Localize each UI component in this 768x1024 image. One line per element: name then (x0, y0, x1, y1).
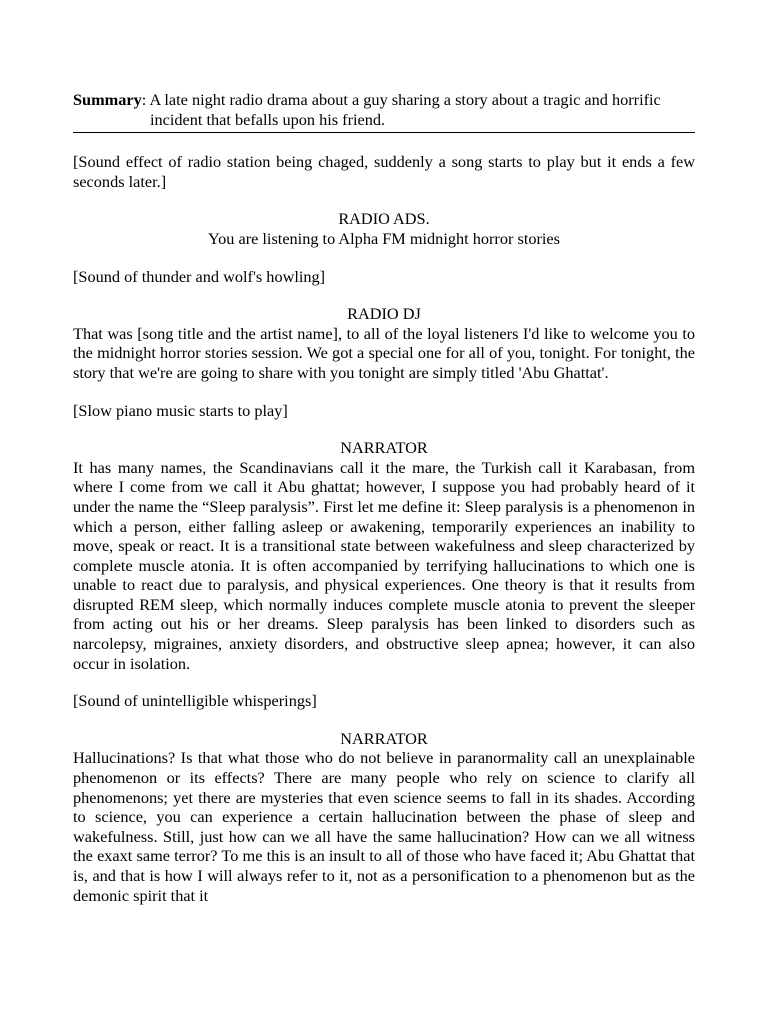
spacer (73, 383, 695, 401)
spacer (73, 673, 695, 691)
spacer (73, 420, 695, 438)
radio-dj-heading: RADIO DJ (347, 304, 421, 324)
sound-effect-cue-2: [Sound of thunder and wolf's howling] (73, 266, 326, 286)
spacer (73, 249, 695, 267)
summary-label: Summary (73, 90, 142, 109)
spacer (73, 133, 695, 152)
spacer (73, 191, 695, 209)
spacer (73, 286, 695, 304)
narrator-dialogue-2: Hallucinations? Is that what those who do not believe in paranormality call an unexplainable phenomenon or its effects? There are many people who rely on science to clarify all phenomenons; yet there are mysteries that even science seems to fall in its shades. According to science, you can experience a certain hallucination between the phase of sleep and wakefulness. Still, just how can we all have the same hallucination? How can we all witness the exaxt same terror? To me this is an insult to all of those who have faced it; Abu Ghattat that is, and that is how I will always refer to it, not as a personification to a phenomenon but as the demonic spirit that it (73, 748, 695, 905)
sound-effect-cue-3: [Slow piano music starts to play] (73, 400, 288, 420)
narrator-dialogue-1: It has many names, the Scandinavians call it the mare, the Turkish call it Karabasan, from where I come from we call it Abu ghattat; however, I suppose you had probably heard of it under the name the “Sleep paralysis”. First let me define it: Sleep paralysis is a phenomenon in which a person, either falling asleep or awakening, temporarily experiences an inability to move, speak or react. It is a transitional state between wakefulness and sleep characterized by complete muscle atonia. It is often accompanied by terrifying hallucinations to which one is unable to react due to paralysis, and physical experiences. One theory is that it results from disrupted REM sleep, which normally induces complete muscle atonia to prevent the sleeper from acting out his or her dreams. Sleep paralysis has been linked to disorders such as narcolepsy, migraines, anxiety disorders, and obstructive sleep apnea; however, it can also occur in isolation. (73, 457, 695, 673)
sound-effect-cue-1: [Sound effect of radio station being chaged, suddenly a song starts to play but it ends a few seconds later.] (73, 152, 695, 191)
narrator-heading-2: NARRATOR (340, 728, 428, 748)
radio-ads-line: You are listening to Alpha FM midnight horror stories (207, 228, 560, 248)
spacer (73, 711, 695, 729)
summary-text: : A late night radio drama about a guy sharing a story about a tragic and horrific incident that befalls upon his friend. (141, 90, 661, 129)
script-page (73, 90, 695, 905)
narrator-heading-1: NARRATOR (340, 438, 428, 458)
summary-line (73, 90, 695, 129)
radio-dj-dialogue: That was [song title and the artist name], to all of the loyal listeners I'd like to welcome you to the midnight horror stories session. We got a special one for all of you, tonight. For tonight, the story that we're are going to share with you tonight are simply titled 'Abu Ghattat'. (73, 323, 695, 382)
sound-effect-cue-4: [Sound of unintelligible whisperings] (73, 691, 317, 711)
radio-ads-heading: RADIO ADS. (338, 209, 430, 229)
